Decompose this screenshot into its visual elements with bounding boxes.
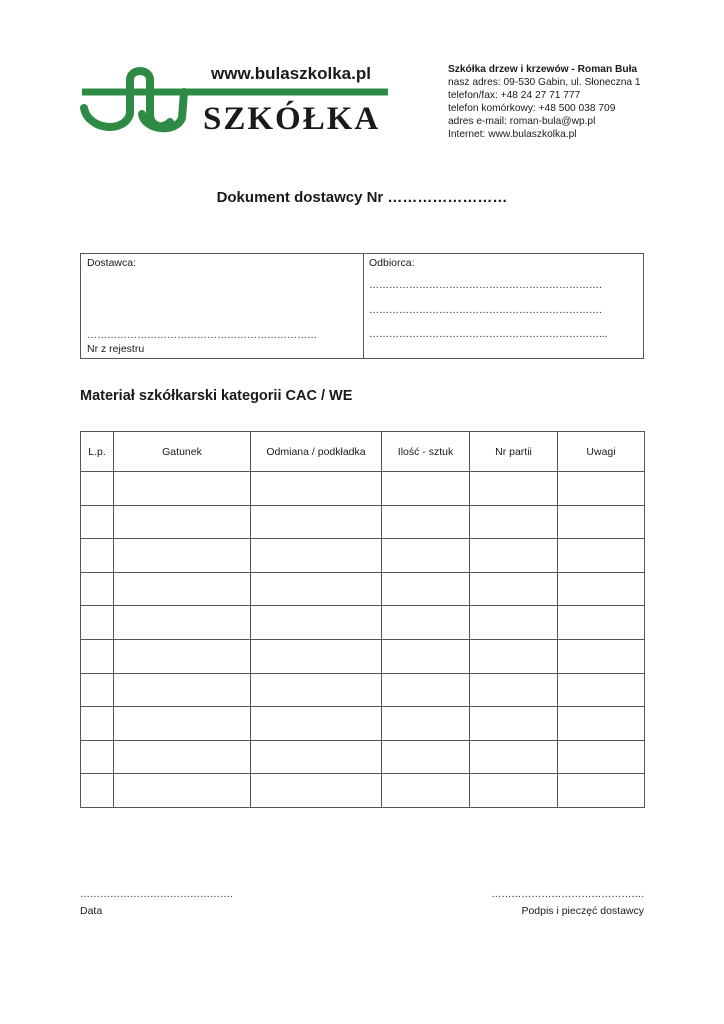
cell-species[interactable] xyxy=(114,707,251,741)
cell-lp[interactable] xyxy=(81,606,114,640)
column-header-variety: Odmiana / podkładka xyxy=(251,432,382,472)
cell-batch[interactable] xyxy=(470,572,558,606)
table-row xyxy=(81,572,645,606)
cell-species[interactable] xyxy=(114,606,251,640)
cell-lp[interactable] xyxy=(81,505,114,539)
table-row xyxy=(81,707,645,741)
cell-notes[interactable] xyxy=(558,472,645,506)
column-header-lp: L.p. xyxy=(81,432,114,472)
cell-lp[interactable] xyxy=(81,639,114,673)
cell-batch[interactable] xyxy=(470,505,558,539)
cell-batch[interactable] xyxy=(470,539,558,573)
cell-notes[interactable] xyxy=(558,707,645,741)
logo-url-text: www.bulaszkolka.pl xyxy=(211,64,371,83)
cell-batch[interactable] xyxy=(470,673,558,707)
cell-batch[interactable] xyxy=(470,639,558,673)
cell-notes[interactable] xyxy=(558,639,645,673)
cell-quantity[interactable] xyxy=(382,774,470,808)
recipient-label: Odbiorca: xyxy=(369,257,415,269)
cell-variety[interactable] xyxy=(251,740,382,774)
cell-notes[interactable] xyxy=(558,673,645,707)
parties-box xyxy=(80,253,644,359)
cell-quantity[interactable] xyxy=(382,639,470,673)
material-table xyxy=(80,431,645,808)
recipient-line: ……………………………………………………………... xyxy=(369,329,608,340)
cell-variety[interactable] xyxy=(251,774,382,808)
material-section-title: Materiał szkółkarski kategorii CAC / WE xyxy=(80,388,353,404)
cell-notes[interactable] xyxy=(558,572,645,606)
cell-lp[interactable] xyxy=(81,572,114,606)
cell-variety[interactable] xyxy=(251,606,382,640)
cell-species[interactable] xyxy=(114,740,251,774)
company-address: nasz adres: 09-530 Gabin, ul. Słoneczna 1 xyxy=(448,77,641,88)
parties-divider xyxy=(363,254,364,358)
table-row xyxy=(81,740,645,774)
cell-quantity[interactable] xyxy=(382,539,470,573)
cell-lp[interactable] xyxy=(81,740,114,774)
cell-batch[interactable] xyxy=(470,606,558,640)
table-row xyxy=(81,539,645,573)
table-row xyxy=(81,472,645,506)
supplier-label: Dostawca: xyxy=(87,257,137,269)
cell-quantity[interactable] xyxy=(382,572,470,606)
date-dots: ………………………………………. xyxy=(80,889,233,900)
recipient-line: ……………………………………………………………. xyxy=(369,305,602,316)
cell-species[interactable] xyxy=(114,673,251,707)
cell-lp[interactable] xyxy=(81,673,114,707)
signature-label: Podpis i pieczęć dostawcy xyxy=(521,905,644,917)
document-title: Dokument dostawcy Nr …………………… xyxy=(216,189,508,206)
registry-label: Nr z rejestru xyxy=(87,343,145,355)
date-label: Data xyxy=(80,905,103,917)
material-table-body xyxy=(81,472,645,808)
cell-variety[interactable] xyxy=(251,707,382,741)
company-mobile: telefon komórkowy: +48 500 038 709 xyxy=(448,103,616,114)
cell-variety[interactable] xyxy=(251,673,382,707)
cell-quantity[interactable] xyxy=(382,472,470,506)
company-email: adres e-mail: roman-bula@wp.pl xyxy=(448,116,596,127)
recipient-line: ……………………………………………………………. xyxy=(369,280,602,291)
table-row xyxy=(81,606,645,640)
cell-quantity[interactable] xyxy=(382,505,470,539)
cell-quantity[interactable] xyxy=(382,606,470,640)
table-row xyxy=(81,673,645,707)
company-internet: Internet: www.bulaszkolka.pl xyxy=(448,129,577,140)
supplier-dots: …………………………………………………………… xyxy=(87,330,317,341)
company-name: Szkółka drzew i krzewów - Roman Buła xyxy=(448,64,638,75)
column-header-batch: Nr partii xyxy=(470,432,558,472)
logo-wordmark: SZKÓŁKA xyxy=(203,101,381,137)
cell-batch[interactable] xyxy=(470,774,558,808)
cell-species[interactable] xyxy=(114,774,251,808)
column-header-quantity: Ilość - sztuk xyxy=(382,432,470,472)
cell-batch[interactable] xyxy=(470,707,558,741)
cell-notes[interactable] xyxy=(558,740,645,774)
cell-notes[interactable] xyxy=(558,505,645,539)
table-row xyxy=(81,774,645,808)
column-header-notes: Uwagi xyxy=(558,432,645,472)
cell-lp[interactable] xyxy=(81,472,114,506)
cell-lp[interactable] xyxy=(81,707,114,741)
cell-species[interactable] xyxy=(114,572,251,606)
cell-quantity[interactable] xyxy=(382,673,470,707)
company-info xyxy=(448,63,641,141)
cell-lp[interactable] xyxy=(81,539,114,573)
cell-species[interactable] xyxy=(114,505,251,539)
cell-notes[interactable] xyxy=(558,774,645,808)
column-header-species: Gatunek xyxy=(114,432,251,472)
table-row xyxy=(81,639,645,673)
cell-lp[interactable] xyxy=(81,774,114,808)
cell-notes[interactable] xyxy=(558,606,645,640)
cell-quantity[interactable] xyxy=(382,707,470,741)
cell-notes[interactable] xyxy=(558,539,645,573)
company-phone-fax: telefon/fax: +48 24 27 71 777 xyxy=(448,90,581,101)
cell-variety[interactable] xyxy=(251,639,382,673)
cell-batch[interactable] xyxy=(470,740,558,774)
cell-variety[interactable] xyxy=(251,572,382,606)
signature-dots: ………………………………………. xyxy=(491,889,644,900)
cell-batch[interactable] xyxy=(470,472,558,506)
cell-variety[interactable] xyxy=(251,539,382,573)
table-header-row xyxy=(81,432,645,472)
table-row xyxy=(81,505,645,539)
cell-quantity[interactable] xyxy=(382,740,470,774)
cell-variety[interactable] xyxy=(251,472,382,506)
cell-species[interactable] xyxy=(114,639,251,673)
cell-species[interactable] xyxy=(114,539,251,573)
cell-species[interactable] xyxy=(114,472,251,506)
cell-variety[interactable] xyxy=(251,505,382,539)
